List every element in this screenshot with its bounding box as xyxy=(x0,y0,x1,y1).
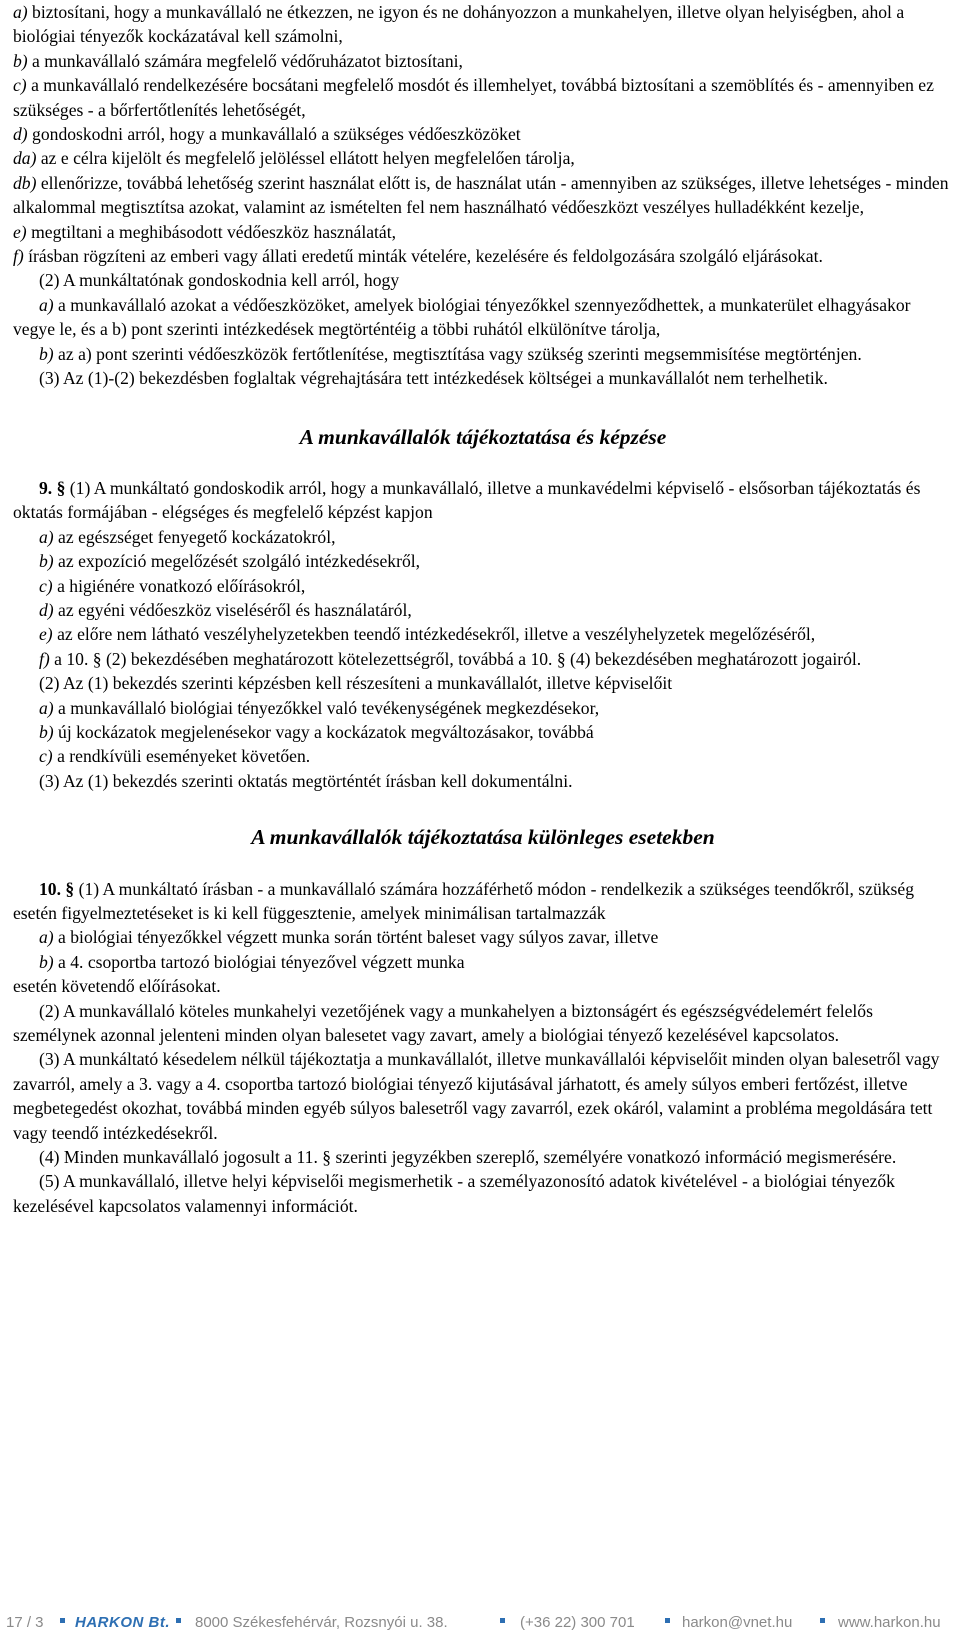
list-marker: b) xyxy=(39,951,54,972)
paragraph: esetén követendő előírásokat. xyxy=(13,976,221,997)
paragraph: e) megtiltani a meghibásodott védőeszköz használatát, xyxy=(13,221,397,242)
list-item: f) a 10. § (2) bekezdésében meghatározott kötelezettségről, továbbá a 10. § (4) bekezdésében meghatározott jogairól. xyxy=(39,648,862,669)
list-item: b) az expozíció megelőzését szolgáló intézkedésekről, xyxy=(39,551,421,572)
page-number: 17 / 3 xyxy=(6,1614,44,1631)
paragraph: b) a munkavállaló számára megfelelő védőruházatot biztosítani, xyxy=(13,50,463,71)
list-item: a) az egészséget fenyegető kockázatokról, xyxy=(39,526,336,547)
paragraph: (5) A munkavállaló, illetve helyi képviselői megismerhetik - a személyazonosító adatok kivételével - a biológiai tényezők kezelésével kapcsolatos valamennyi információt. xyxy=(13,1171,895,1216)
list-item: c) a rendkívüli eseményeket követően. xyxy=(39,746,311,767)
paragraph: (2) A munkáltatónak gondoskodnia kell arról, hogy xyxy=(39,270,400,291)
footer-email[interactable]: harkon@vnet.hu xyxy=(682,1614,793,1631)
paragraph: a) biztosítani, hogy a munkavállaló ne étkezzen, ne igyon és ne dohányozzon a munkahelyen, illetve olyan helyiségben, ahol a biológiai tényezők kockázatával kell számolni, xyxy=(13,2,905,47)
paragraph-text: (1) A munkáltató gondoskodik arról, hogy a munkavállaló, illetve a munkavédelmi képviselő - elsősorban tájékoztatás és oktatás formájában - elégséges és megfelelő képzést kapjon xyxy=(13,477,921,523)
list-item: c) a higiénére vonatkozó előírásokról, xyxy=(39,575,306,596)
list-item: e) az előre nem látható veszélyhelyzetekben teendő intézkedésekről, illetve a veszélyhelyzetek megelőzéséről, xyxy=(39,624,816,645)
paragraph: d) gondoskodni arról, hogy a munkavállaló a szükséges védőeszközöket xyxy=(13,124,521,145)
list-marker: a) xyxy=(13,2,28,22)
footer-separator xyxy=(820,1618,825,1623)
list-marker: e) xyxy=(13,221,27,242)
list-item: b) új kockázatok megjelenésekor vagy a kockázatok megváltozásakor, továbbá xyxy=(39,721,594,742)
footer-separator xyxy=(176,1618,181,1623)
footer-separator xyxy=(665,1618,670,1623)
document-body xyxy=(13,0,953,1218)
list-item: a) a munkavállaló biológiai tényezőkkel való tevékenységének megkezdésekor, xyxy=(39,697,600,718)
list-marker: d) xyxy=(39,599,54,620)
paragraph: f) írásban rögzíteni az emberi vagy állati eredetű minták vételére, kezelésére és feldolgozására szolgáló eljárásokat. xyxy=(13,246,823,267)
paragraph-text: (1) A munkáltató írásban - a munkavállaló számára hozzáférhető módon - rendelkezik a szükséges teendőkről, szükség esetén figyelmeztetéseket is ki kell függesztenie, amelyek minimálisan tartalmazzák xyxy=(13,878,914,923)
paragraph: (4) Minden munkavállaló jogosult a 11. § szerinti jegyzékben szereplő, személyére vonatkozó információ megismerésére. xyxy=(39,1147,897,1168)
section-heading: A munkavállalók tájékoztatása és képzése xyxy=(299,424,667,449)
list-marker: db) xyxy=(13,172,37,193)
paragraph: db) ellenőrizze, továbbá lehetőség szerint használat előtt is, de használat után - amennyiben az szükséges, illetve lehetséges - minden alkalommal megtisztítsa azokat, valamint az ismételten fel nem használható védőeszközt veszélyes hulladékként kezelje, xyxy=(13,172,949,218)
list-marker: b) xyxy=(39,343,54,364)
list-item: a) a biológiai tényezőkkel végzett munka során történt baleset vagy súlyos zavar, illetve xyxy=(39,927,659,948)
footer-separator xyxy=(500,1618,505,1623)
brand-logo: HARKON Bt. xyxy=(75,1614,170,1631)
section-10-paragraph-1 xyxy=(13,877,953,926)
list-marker: b) xyxy=(39,721,54,742)
list-marker: a) xyxy=(39,927,54,948)
paragraph: (3) A munkáltató késedelem nélkül tájékoztatja a munkavállalót, illetve munkavállalói képviselőit minden olyan balesetről vagy zavarról, amely a 3. vagy a 4. csoportba tartozó biológiai tényező kijutásával járhatott, és amely súlyos emberi fertőzést, illetve megbetegedést okozhat, továbbá minden egyéb súlyos balesetről vagy zavarról, ezek okáról, valamint a probléma megoldására tett vagy teendő intézkedésekről. xyxy=(13,1049,940,1143)
paragraph: b) az a) pont szerinti védőeszközök fertőtlenítése, megtisztítása vagy szükség szerinti megsemmisítése megtörténjen. xyxy=(39,343,862,364)
paragraph: (3) Az (1)-(2) bekezdésben foglaltak végrehajtására tett intézkedések költségei a munkavállalót nem terhelhetik. xyxy=(39,368,828,389)
paragraph: (2) A munkavállaló köteles munkahelyi vezetőjének vagy a munkahelyen a biztonságért és egészségvédelemért felelős személynek azonnal jelenteni minden olyan balesetet vagy zavart, amely a biológiai tényező kezelésével kapcsolatos. xyxy=(13,1000,873,1046)
paragraph: (2) Az (1) bekezdés szerinti képzésben kell részesíteni a munkavállalót, illetve képviselőit xyxy=(39,673,673,694)
list-item: b) a 4. csoportba tartozó biológiai tényezővel végzett munka xyxy=(39,951,465,972)
section-number: 10. § xyxy=(39,878,75,899)
list-marker: b) xyxy=(13,50,28,71)
footer-separator xyxy=(60,1618,65,1623)
list-marker: d) xyxy=(13,124,28,145)
footer-address: 8000 Székesfehérvár, Rozsnyói u. 38. xyxy=(195,1614,448,1631)
section-heading: A munkavállalók tájékoztatása különleges esetekben xyxy=(251,825,715,850)
footer-website[interactable]: www.harkon.hu xyxy=(838,1614,941,1631)
paragraph: c) a munkavállaló rendelkezésére bocsátani megfelelő mosdót és illemhelyet, továbbá biztosítani a szemöblítés és - amennyiben ez szükséges - a bőrfertőtlenítés lehetőségét, xyxy=(13,75,934,120)
paragraph: da) az e célra kijelölt és megfelelő jelöléssel ellátott helyen megfelelően tárolja, xyxy=(13,148,575,169)
section-9-paragraph-1 xyxy=(13,476,953,525)
footer-phone: (+36 22) 300 701 xyxy=(520,1614,635,1631)
list-marker: f) xyxy=(39,648,50,669)
list-marker: da) xyxy=(13,148,37,169)
list-marker: f) xyxy=(13,246,24,267)
list-marker: a) xyxy=(39,294,54,315)
list-marker: b) xyxy=(39,551,54,572)
list-marker: a) xyxy=(39,526,54,547)
paragraph: (3) Az (1) bekezdés szerinti oktatás megtörténtét írásban kell dokumentálni. xyxy=(39,770,573,791)
list-item: d) az egyéni védőeszköz viseléséről és használatáról, xyxy=(39,599,412,620)
list-marker: c) xyxy=(13,75,27,96)
list-marker: e) xyxy=(39,624,53,645)
list-marker: c) xyxy=(39,746,53,767)
paragraph: a) a munkavállaló azokat a védőeszközöket, amelyek biológiai tényezőkkel szennyeződhettek, a munkaterület elhagyásakor vegye le, és a b) pont szerinti intézkedések megtörténtéig a többi ruhától elkülönítve tárolja, xyxy=(13,294,911,340)
list-marker: a) xyxy=(39,697,54,718)
list-marker: c) xyxy=(39,575,53,596)
page-footer xyxy=(0,1606,960,1632)
section-number: 9. § xyxy=(39,477,66,498)
